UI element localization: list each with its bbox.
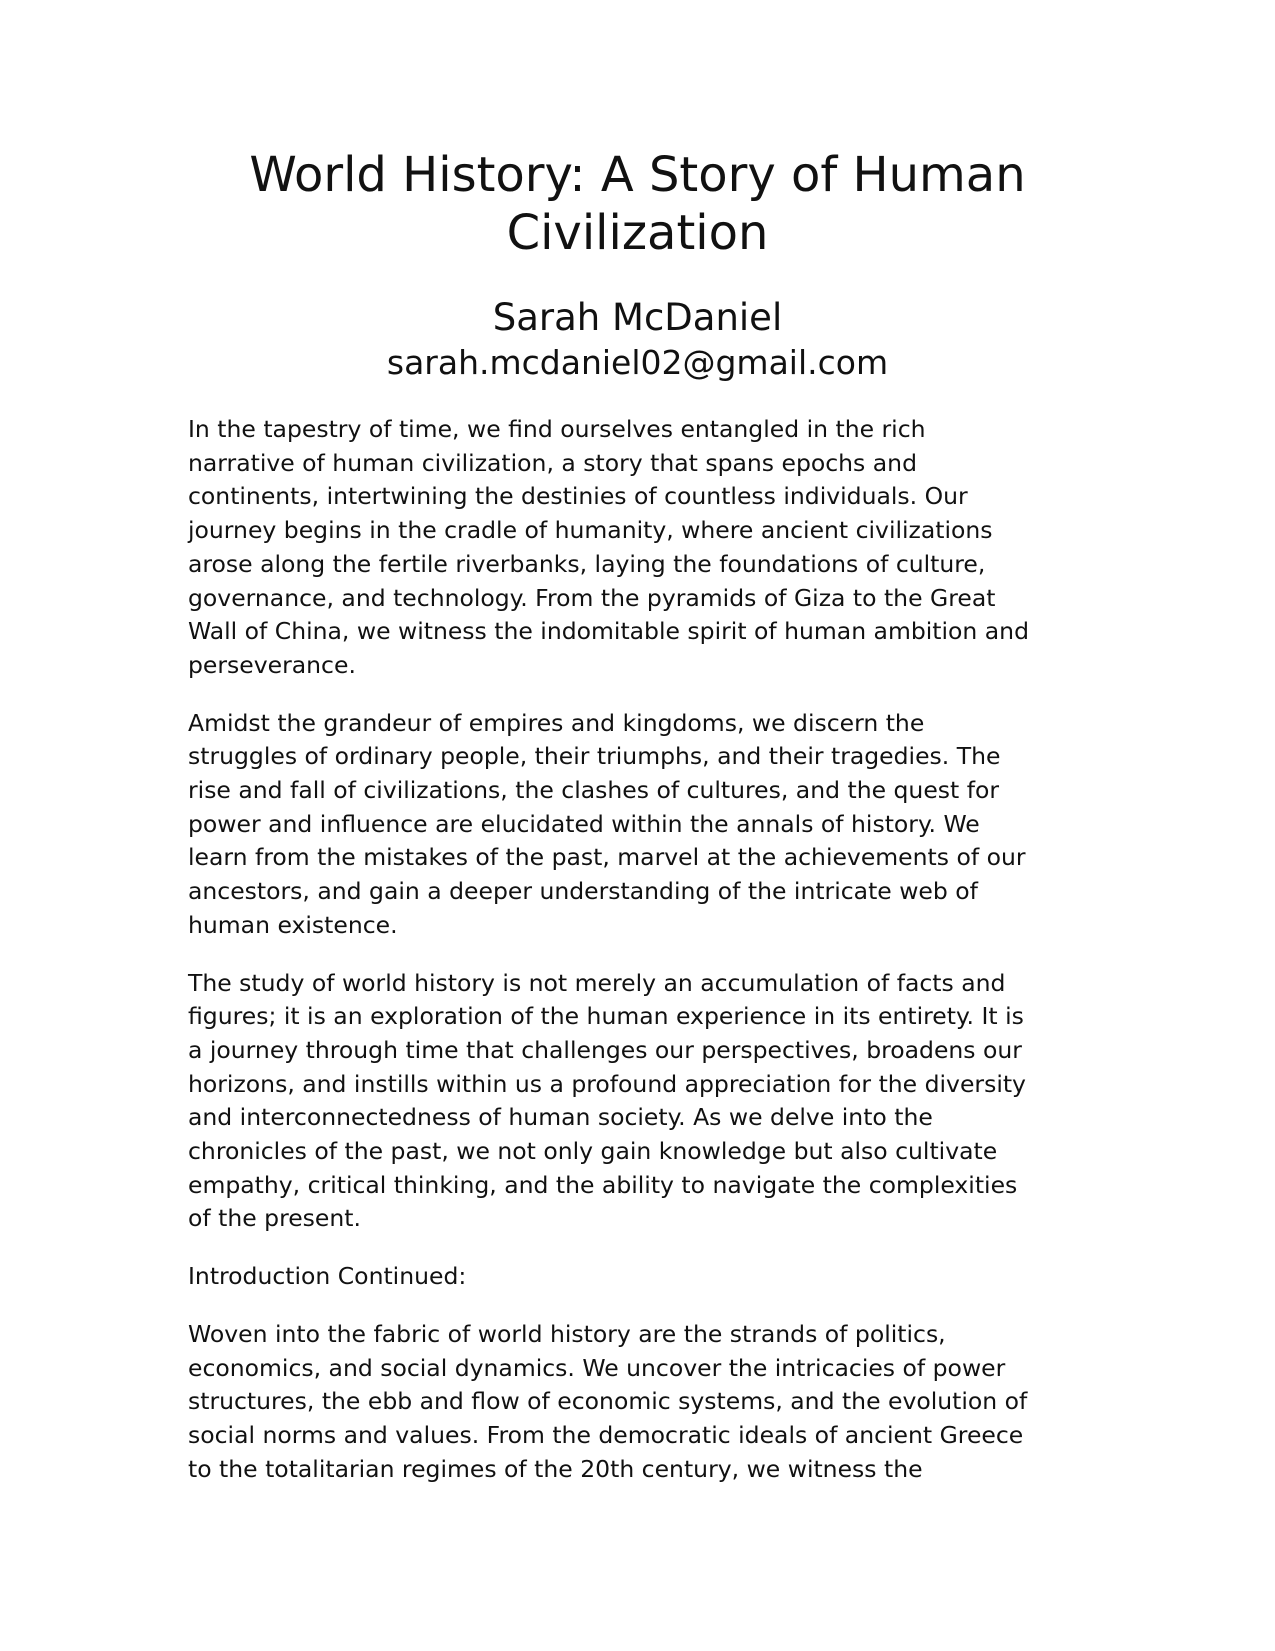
author-email: sarah.mcdaniel02@gmail.com xyxy=(386,343,889,382)
section-heading: Introduction Continued: xyxy=(188,1262,467,1291)
paragraph-2: Amidst the grandeur of empires and kingdoms, we discern the struggles of ordinary people, their triumphs, and their tragedies. The rise and fall of civilizations, the clashes of cultures, and the quest for power and influence are elucidated within the annals of history. We learn from the mistakes of the past, marvel at the achievements of our ancestors, and gain a deeper understanding of the intricate web of human existence. xyxy=(188,708,1026,939)
document-body xyxy=(188,413,1088,1510)
author-name: Sarah McDaniel xyxy=(492,296,783,339)
paragraph-3: The study of world history is not merely an accumulation of facts and figures; it is an exploration of the human experience in its entirety. It is a journey through time that challenges our perspectives, broadens our horizons, and instills within us a profound appreciation for the diversity and interconnectedness of human society. As we delve into the chronicles of the past, we not only gain knowledge but also cultivate empathy, critical thinking, and the ability to navigate the complexities of the present. xyxy=(188,968,1026,1233)
paragraph-4: Woven into the fabric of world history are the strands of politics, economics, and social dynamics. We uncover the intricacies of power structures, the ebb and flow of economic systems, and the evolution of social norms and values. From the democratic ideals of ancient Greece to the totalitarian regimes of the 20th century, we witness the xyxy=(188,1319,1028,1483)
document-title: World History: A Story of Human Civilization xyxy=(249,147,1026,261)
paragraph-1: In the tapestry of time, we find ourselves entangled in the rich narrative of human civilization, a story that spans epochs and continents, intertwining the destinies of countless individuals. Our journey begins in the cradle of humanity, where ancient civilizations arose along the fertile riverbanks, laying the foundations of culture, governance, and technology. From the pyramids of Giza to the Great Wall of China, we witness the indomitable spirit of human ambition and perseverance. xyxy=(188,415,1029,679)
